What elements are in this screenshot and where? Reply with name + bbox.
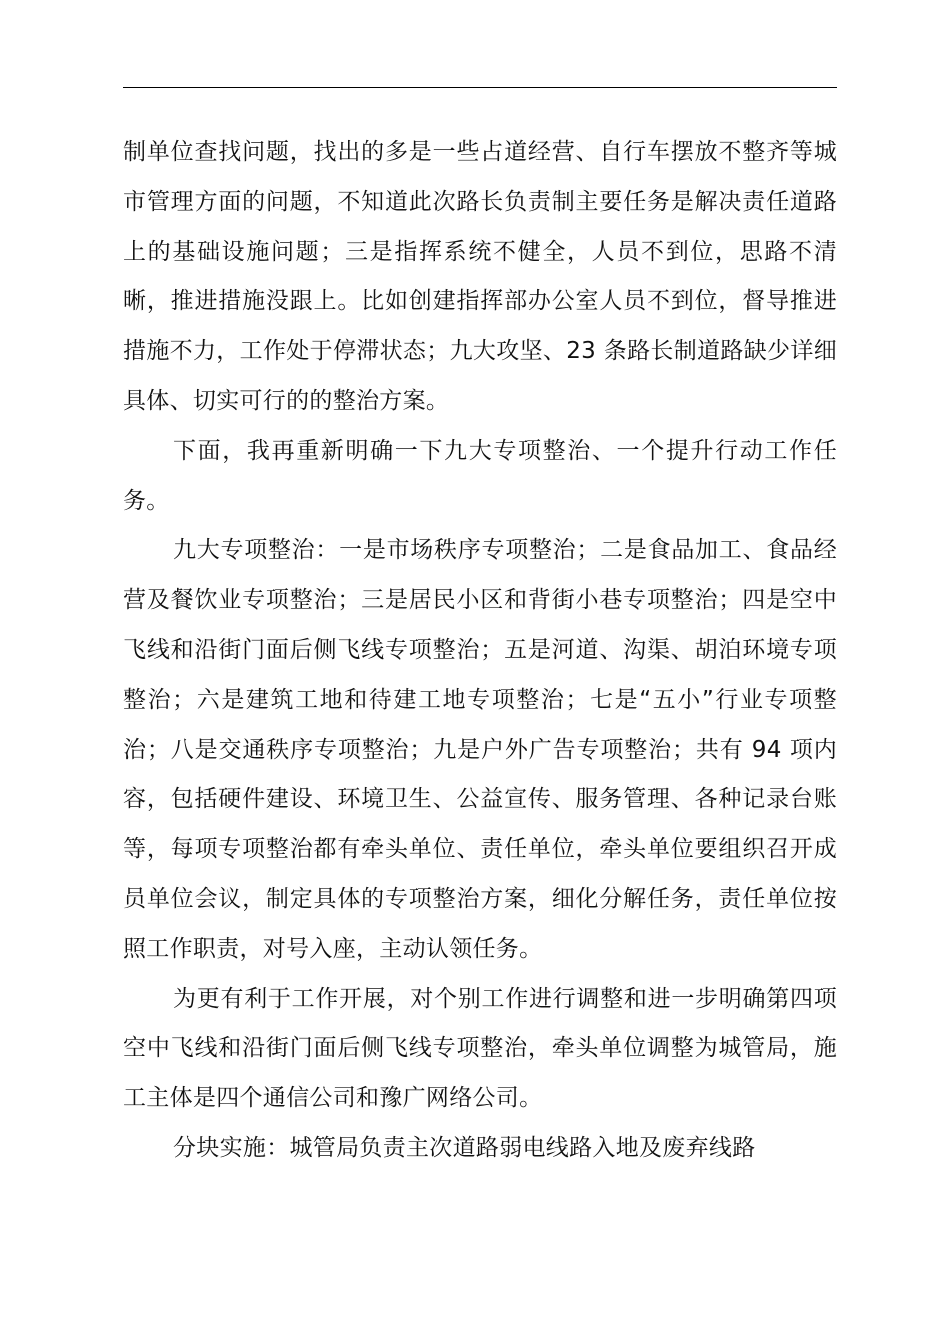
paragraph-nine-rectifications: 九大专项整治：一是市场秩序专项整治；二是食品加工、食品经营及餐饮业专项整治；三是居民小区和背街小巷专项整治；四是空中飞线和沿街门面后侧飞线专项整治；五是河道、沟渠、胡泊环境专项整治；六是建筑工地和待建工地专项整治；七是“五小”行业专项整治；八是交通秩序专项整治；九是户外广告专项整治；共有 94 项内容，包括硬件建设、环境卫生、公益宣传、服务管理、各种记录台账等，每项专项整治都有牵头单位、责任单位，牵头单位要组织召开成员单位会议，制定具体的专项整治方案，细化分解任务，责任单位按照工作职责，对号入座，主动认领任务。 xyxy=(123,537,837,962)
paragraph-adjustment: 为更有利于工作开展，对个别工作进行调整和进一步明确第四项空中飞线和沿街门面后侧飞线专项整治，牵头单位调整为城管局，施工主体是四个通信公司和豫广网络公司。 xyxy=(123,985,837,1112)
paragraph-implementation: 分块实施：城管局负责主次道路弱电线路入地及废弃线路 xyxy=(173,1134,756,1161)
paragraph-continued: 制单位查找问题，找出的多是一些占道经营、自行车摆放不整齐等城市管理方面的问题，不知道此次路长负责制主要任务是解决责任道路上的基础设施问题；三是指挥系统不健全，人员不到位，思路不清晰，推进措施没跟上。比如创建指挥部办公室人员不到位，督导推进措施不力，工作处于停滞状态；九大攻坚、23 条路长制道路缺少详细具体、切实可行的的整治方案。 xyxy=(123,139,837,414)
document-body xyxy=(123,128,837,1174)
header-rule xyxy=(123,87,837,88)
paragraph-tasks-intro: 下面，我再重新明确一下九大专项整治、一个提升行动工作任务。 xyxy=(123,437,837,514)
